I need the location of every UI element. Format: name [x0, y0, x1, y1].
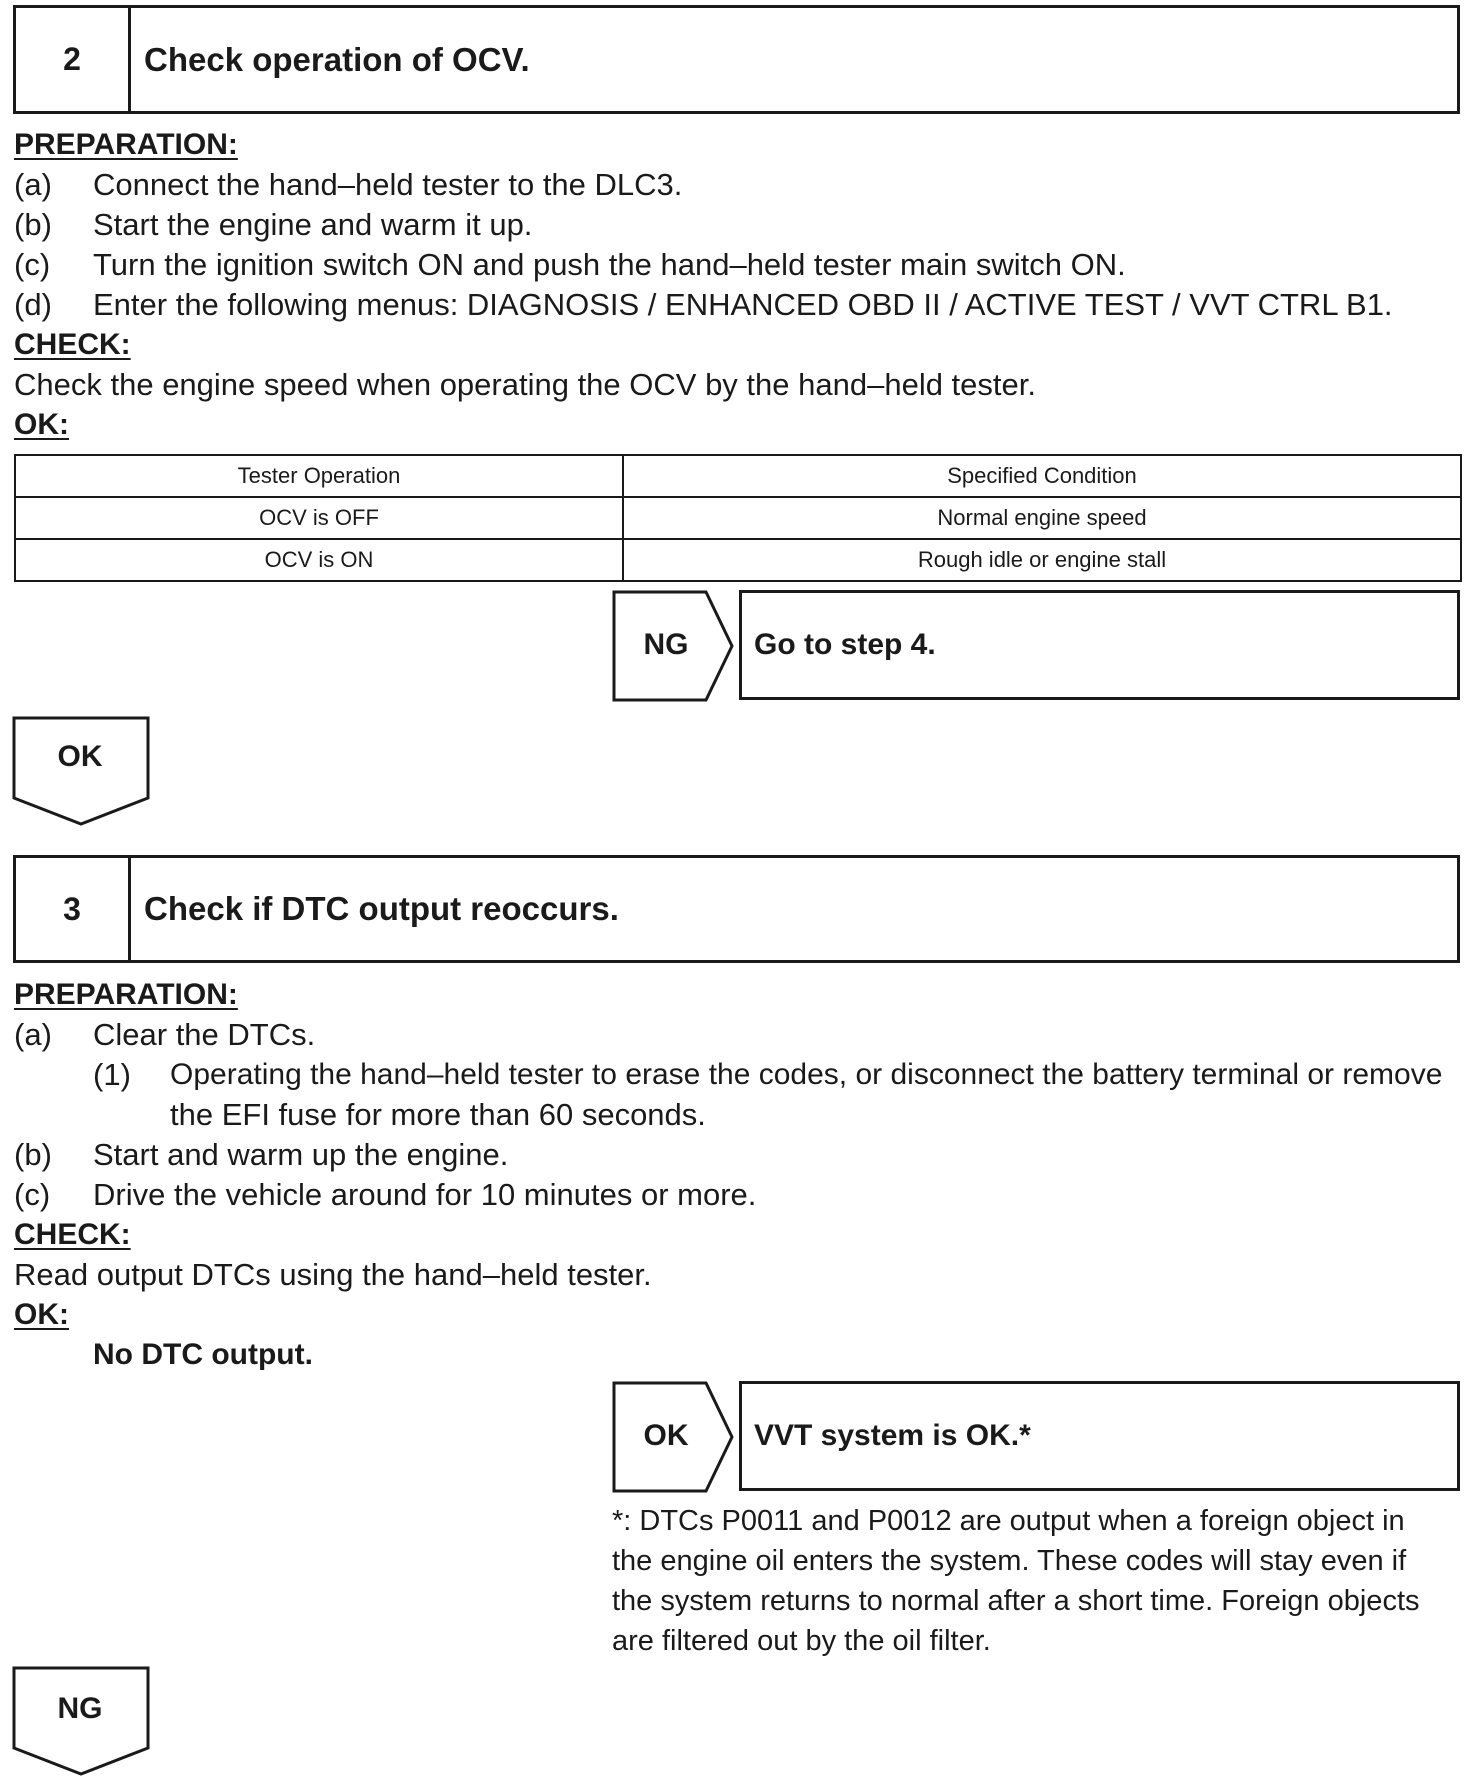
prep-label: (c) [14, 247, 51, 282]
step-title: Check operation of OCV. [144, 40, 530, 78]
step-number: 3 [16, 858, 131, 960]
ok-result-box: VVT system is OK.* [739, 1381, 1460, 1491]
prep-text: Connect the hand–held tester to the DLC3. [93, 167, 683, 202]
prep-sub-text: the EFI fuse for more than 60 seconds. [170, 1097, 706, 1132]
prep-text: Start the engine and warm it up. [93, 207, 533, 242]
ok-heading: OK: [14, 1298, 69, 1331]
step-number: 2 [16, 8, 131, 111]
prep-label: (b) [14, 1137, 52, 1172]
prep-label: (a) [14, 167, 52, 202]
ng-down-label: NG [57, 1692, 103, 1725]
table-header-cell: Tester Operation [15, 455, 623, 497]
prep-label: (b) [14, 207, 52, 242]
footnote-line: *: DTCs P0011 and P0012 are output when a foreign object in [612, 1505, 1405, 1537]
step-title: Check if DTC output reoccurs. [144, 890, 619, 927]
footnote-line: the engine oil enters the system. These codes will stay even if [612, 1545, 1407, 1577]
prep-text: Drive the vehicle around for 10 minutes or more. [93, 1177, 757, 1212]
table-cell: Normal engine speed [623, 497, 1461, 539]
table-cell: OCV is ON [15, 539, 623, 581]
table-cell: OCV is OFF [15, 497, 623, 539]
prep-text: Turn the ignition switch ON and push the hand–held tester main switch ON. [93, 247, 1126, 282]
table-cell: Rough idle or engine stall [623, 539, 1461, 581]
ng-result-box: Go to step 4. [739, 590, 1460, 700]
step-3-header [13, 855, 1460, 963]
check-text: Read output DTCs using the hand–held tester. [14, 1257, 652, 1292]
prep-sub-label: (1) [93, 1057, 131, 1092]
table-header-cell: Specified Condition [623, 455, 1461, 497]
check-heading: CHECK: [14, 328, 131, 361]
ok-heading: OK: [14, 408, 69, 441]
footnote-line: are filtered out by the oil filter. [612, 1625, 991, 1657]
prep-label: (c) [14, 1177, 51, 1212]
table-header-row [15, 455, 1461, 497]
prep-label: (a) [14, 1017, 52, 1052]
prep-text: Clear the DTCs. [93, 1017, 316, 1052]
prep-label: (d) [14, 287, 52, 322]
prep-text: Start and warm up the engine. [93, 1137, 509, 1172]
preparation-heading: PREPARATION: [14, 128, 238, 161]
footnote-line: the system returns to normal after a short time. Foreign objects [612, 1585, 1420, 1617]
prep-text: Enter the following menus: DIAGNOSIS / ENHANCED OBD II / ACTIVE TEST / VVT CTRL B1. [93, 287, 1393, 322]
ng-label: NG [643, 628, 689, 661]
prep-sub-text: Operating the hand–held tester to erase the codes, or disconnect the battery terminal or remove [170, 1058, 1443, 1091]
check-heading: CHECK: [14, 1218, 131, 1251]
step-2-header [13, 5, 1460, 114]
table-row [15, 497, 1461, 539]
preparation-heading: PREPARATION: [14, 978, 238, 1011]
table-row [15, 539, 1461, 581]
ok-label: OK [643, 1419, 689, 1452]
spec-table [14, 454, 1462, 582]
check-text: Check the engine speed when operating the OCV by the hand–held tester. [14, 367, 1036, 402]
ok-text: No DTC output. [93, 1338, 313, 1371]
ok-down-label: OK [57, 740, 103, 773]
